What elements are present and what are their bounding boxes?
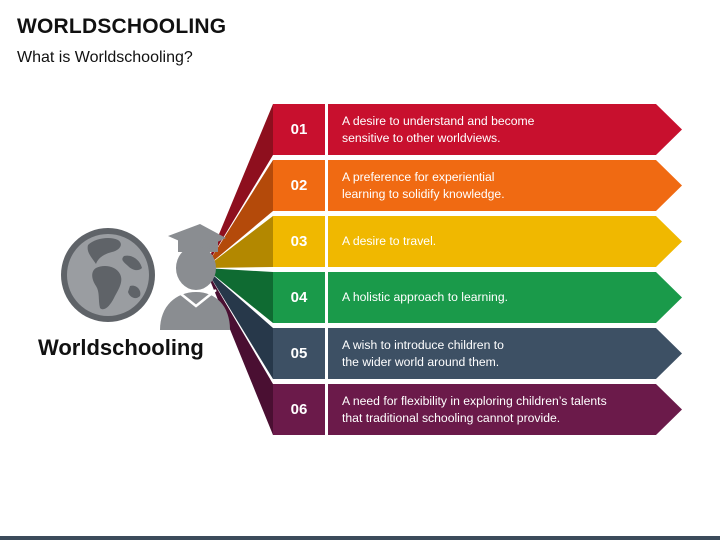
- item-description-line: A wish to introduce children to: [342, 338, 504, 352]
- item-description: [342, 289, 632, 306]
- item-number: 01: [290, 121, 308, 138]
- arrow-banners: [273, 104, 682, 435]
- page-subtitle: What is Worldschooling?: [17, 49, 193, 66]
- bottom-bar: [0, 536, 720, 540]
- item-description-line: A desire to travel.: [342, 234, 437, 248]
- item-description: [342, 169, 632, 203]
- item-description-line: A holistic approach to learning.: [342, 290, 508, 304]
- item-number: 02: [290, 177, 308, 194]
- page-title: WORLDSCHOOLING: [17, 15, 227, 38]
- item-number: 03: [290, 233, 308, 250]
- item-description: [342, 233, 632, 250]
- item-description-line: the wider world around them.: [342, 355, 500, 369]
- item-description-line: that traditional schooling cannot provide.: [342, 411, 561, 425]
- item-number: 04: [290, 289, 308, 306]
- item-description-line: sensitive to other worldviews.: [342, 131, 501, 145]
- item-description: [342, 393, 632, 427]
- item-description-line: A desire to understand and become: [342, 114, 535, 128]
- item-number: 05: [290, 345, 308, 362]
- item-description-line: learning to solidify knowledge.: [342, 187, 505, 201]
- item-description-line: A need for flexibility in exploring children’s talents: [342, 394, 607, 408]
- worldschooling-label: Worldschooling: [38, 335, 204, 360]
- item-description: [342, 337, 632, 371]
- item-description-line: A preference for experiential: [342, 170, 495, 184]
- globe-icon: [61, 228, 155, 322]
- item-number: 06: [290, 401, 308, 418]
- item-description: [342, 113, 632, 147]
